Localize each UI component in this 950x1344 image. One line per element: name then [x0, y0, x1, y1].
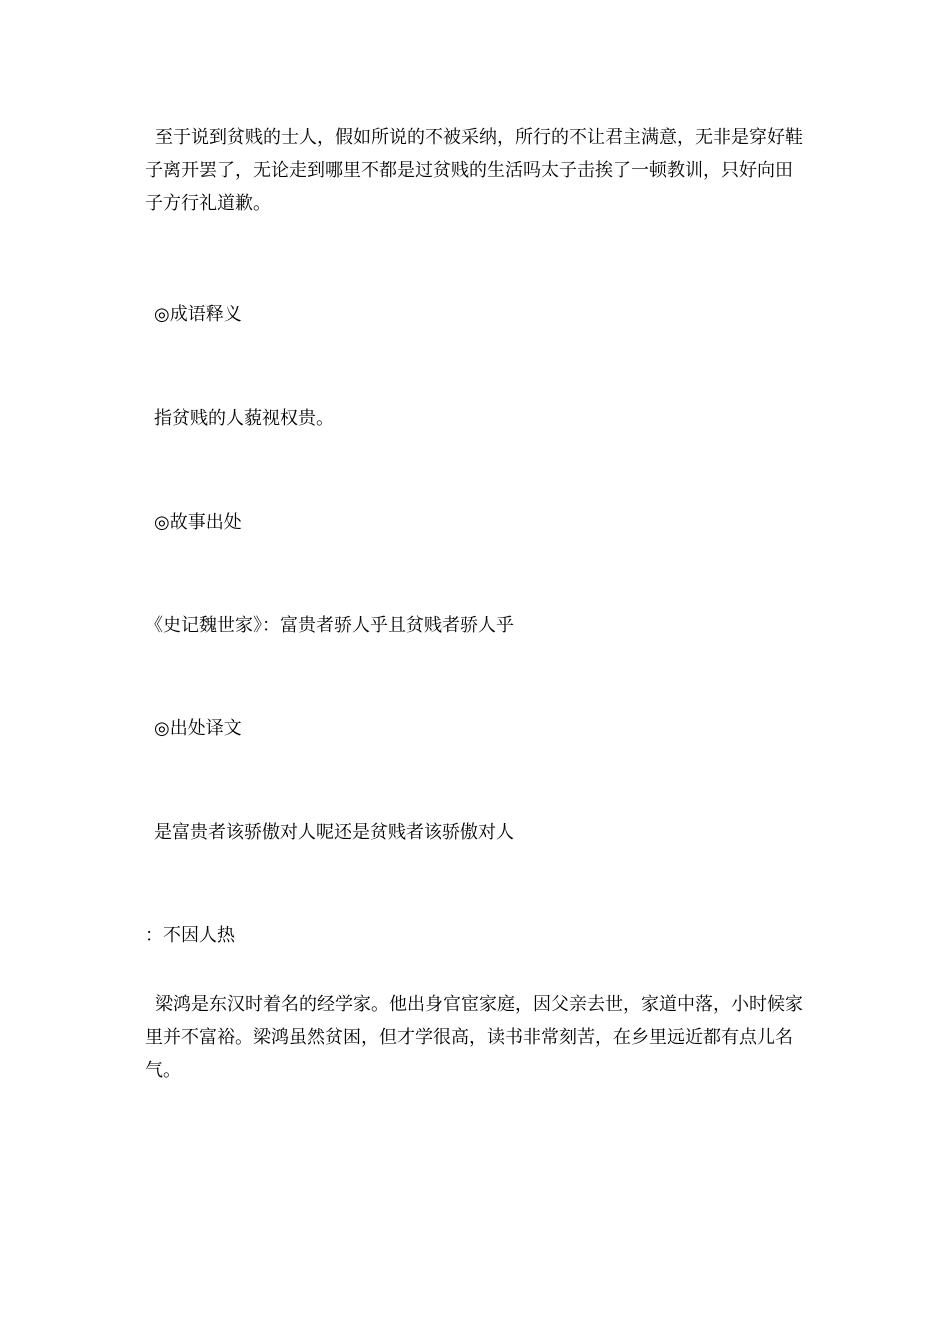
heading-idiom-meaning: ◎成语释义	[154, 304, 242, 325]
story-title: ：不因人热	[145, 925, 235, 946]
story-source-text: 《史记魏世家》：富贵者骄人乎且贫贱者骄人乎	[145, 615, 514, 636]
paragraph-apology: 至于说到贫贱的士人，假如所说的不被采纳，所行的不让君主满意，无非是穿好鞋子离开罢了，无论走到哪里不都是过贫贱的生活吗太子击挨了一顿教训，只好向田子方行礼道歉。	[145, 127, 803, 214]
heading-source-translation: ◎出处译文	[154, 718, 242, 739]
source-translation-text: 是富贵者该骄傲对人呢还是贫贱者该骄傲对人	[154, 822, 514, 843]
paragraph-liang-hong: 梁鸿是东汉时着名的经学家。他出身官宦家庭，因父亲去世，家道中落，小时候家里并不富裕。梁鸿虽然贫困，但才学很高，读书非常刻苦，在乡里远近都有点儿名气。	[145, 994, 803, 1081]
heading-story-source: ◎故事出处	[154, 512, 242, 533]
idiom-meaning-text: 指贫贱的人藐视权贵。	[154, 408, 334, 429]
